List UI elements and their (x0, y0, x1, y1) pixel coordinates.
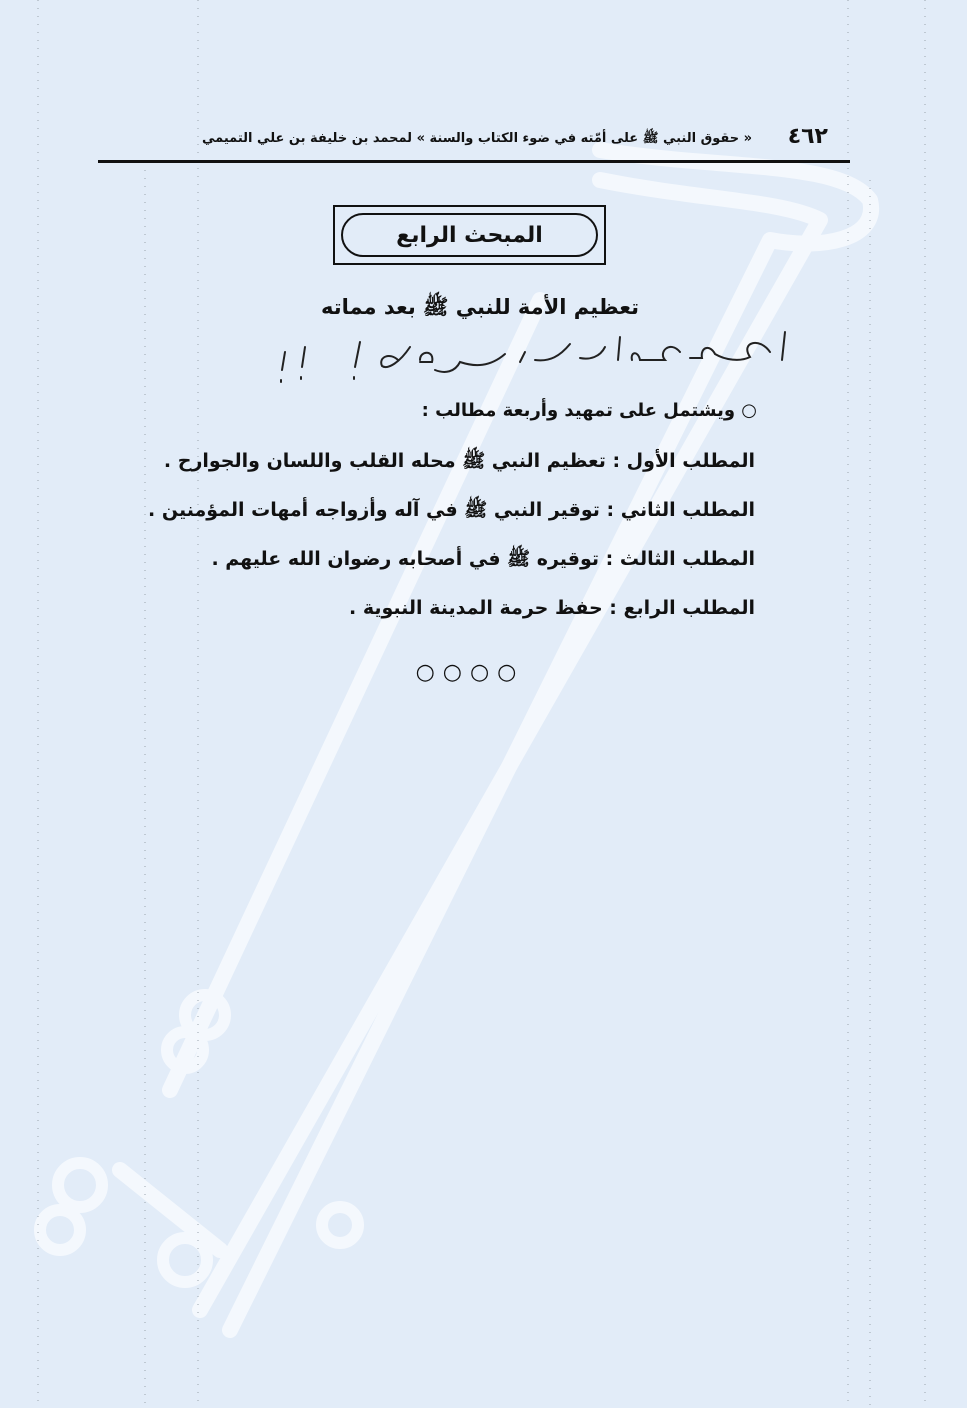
section-intro: ○ ويشتمل على تمهيد وأربعة مطالب : (421, 400, 757, 421)
list-item: المطلب الأول : تعظيم النبي ﷺ محله القلب واللسان والجوارح . (163, 450, 755, 472)
page-header (98, 120, 850, 163)
list-item: المطلب الرابع : حفظ حرمة المدينة النبوية . (349, 597, 755, 619)
section-end-ornament: ○○○○ (415, 660, 525, 685)
chapter-title: تعظيم الأمة للنبي ﷺ بعد مماته (320, 295, 640, 319)
section-heading-box (333, 205, 606, 265)
handwritten-annotation (270, 322, 800, 392)
running-title: « حقوق النبي ﷺ على أمّته في ضوء الكتاب والسنة » لمحمد بن خليفة بن علي التميمي (201, 131, 752, 146)
section-heading: المبحث الرابع (341, 213, 598, 257)
list-item: المطلب الثالث : توقيره ﷺ في أصحابه رضوان الله عليهم . (211, 548, 755, 570)
list-item: المطلب الثاني : توقير النبي ﷺ في آله وأزواجه أمهات المؤمنين . (148, 499, 755, 521)
page-number: ٤٦٢ (787, 124, 828, 149)
subsection-list (148, 446, 755, 642)
